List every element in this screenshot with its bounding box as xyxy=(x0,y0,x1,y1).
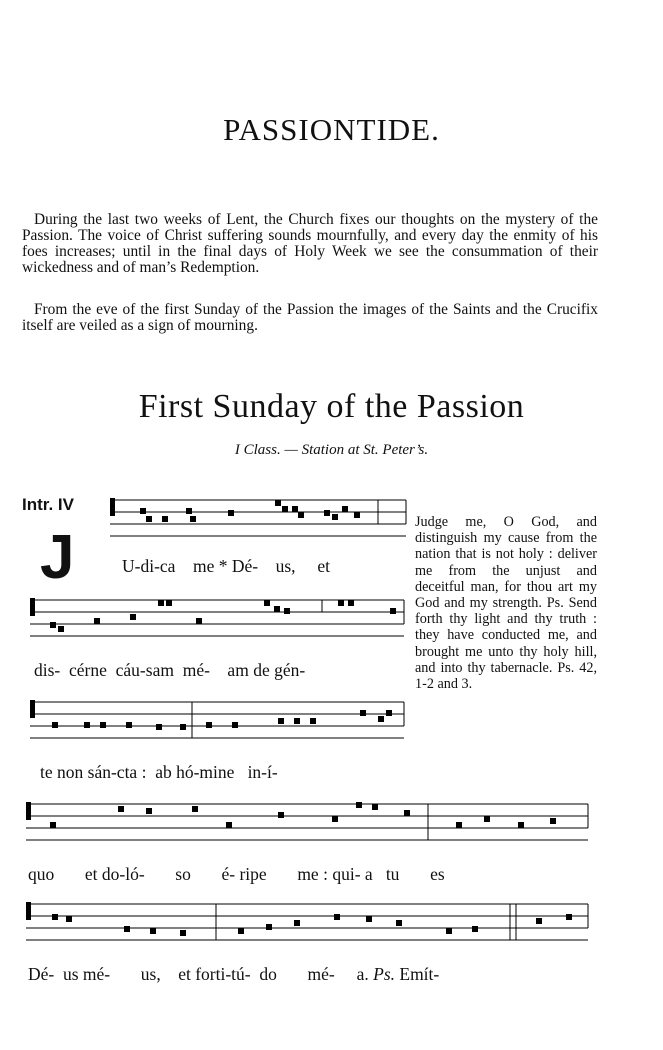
syllable: : xyxy=(323,864,328,884)
syllable: a xyxy=(364,864,373,884)
syllable: et xyxy=(178,964,191,984)
chant-staff-1 xyxy=(110,496,410,544)
syllable: non xyxy=(57,762,84,782)
syllable: et xyxy=(84,864,98,884)
class-station-line: I Class. — Station at St. Peter’s. xyxy=(234,442,429,458)
syllable: gén- xyxy=(274,660,306,680)
syllable: do xyxy=(259,964,277,984)
syllable: te xyxy=(40,762,53,782)
mass-title: First Sunday of the Passion xyxy=(138,388,525,425)
syllable: de xyxy=(253,660,270,680)
syllable: es xyxy=(430,864,445,884)
syllable: cáu-sam xyxy=(115,660,174,680)
syllable: ripe xyxy=(239,864,267,884)
syllable: quo xyxy=(28,864,55,884)
syllable: us xyxy=(62,964,79,984)
introit-translation: Judge me, O God, and distinguish my cause from the nation that is not holy : deliver me from the unjust and deceitful man, for thou art my God and my strength. Ps. Send forth thy light and thy truth : they have conducted me, and brought me unto thy holy hill, and into thy tabernacle. Ps. 42, 1-2 and 3. xyxy=(415,514,597,693)
syllable: us, xyxy=(275,556,296,576)
chant-staff-2 xyxy=(30,596,410,644)
lyric-line-4 xyxy=(28,864,588,885)
intro-paragraph-1: During the last two weeks of Lent, the Church fixes our thoughts on the mystery of the Passion. The voice of Christ suffering sounds mournfully, and every day the enmity of his foes increases; until in the final days of Holy Week we see the consummation of their wickedness and of man’s Redemption. xyxy=(22,211,598,276)
introit-label: Intr. IV xyxy=(22,495,74,514)
syllable: : xyxy=(141,762,147,782)
lyric-line-3 xyxy=(40,762,360,783)
initial-letter: J xyxy=(40,523,75,592)
chant-staff-5 xyxy=(26,900,596,948)
syllable: Emít- xyxy=(399,964,440,984)
syllable: Dé- xyxy=(231,556,259,576)
syllable: tu xyxy=(385,864,400,884)
intro-paragraph-2: From the eve of the first Sunday of the Passion the images of the Saints and the Crucifix itself are veiled as a sign of mourning. xyxy=(22,301,598,334)
chant-staff-3 xyxy=(30,698,410,746)
syllable: mé- xyxy=(307,964,335,984)
syllable: do-ló- xyxy=(101,864,145,884)
lyric-line-5 xyxy=(28,964,588,985)
syllable: ab xyxy=(155,762,172,782)
syllable: us, xyxy=(140,964,161,984)
syllable: forti-tú- xyxy=(195,964,251,984)
psalm-abbrev: Ps. xyxy=(373,964,395,984)
syllable: et xyxy=(317,556,331,576)
syllable: U-di-ca xyxy=(122,556,176,576)
syllable: * xyxy=(218,556,228,576)
syllable: qui- xyxy=(332,864,361,884)
chant-staff-4 xyxy=(26,800,596,848)
syllable: me xyxy=(297,864,319,884)
page-title: PASSIONTIDE. xyxy=(223,112,440,147)
syllable: mé- xyxy=(182,660,210,680)
syllable: in-í- xyxy=(247,762,278,782)
syllable: me xyxy=(192,556,215,576)
syllable: mé- xyxy=(82,964,111,984)
syllable: hó-mine xyxy=(176,762,235,782)
lyric-line-1 xyxy=(122,556,402,577)
syllable: am xyxy=(227,660,249,680)
lyric-line-2 xyxy=(34,660,412,681)
syllable: sán-cta xyxy=(87,762,138,782)
syllable: so xyxy=(175,864,191,884)
syllable: é- xyxy=(221,864,236,884)
syllable: a. xyxy=(356,964,369,984)
syllable: dis- xyxy=(34,660,61,680)
syllable: Dé- xyxy=(28,964,55,984)
syllable: cérne xyxy=(69,660,107,680)
